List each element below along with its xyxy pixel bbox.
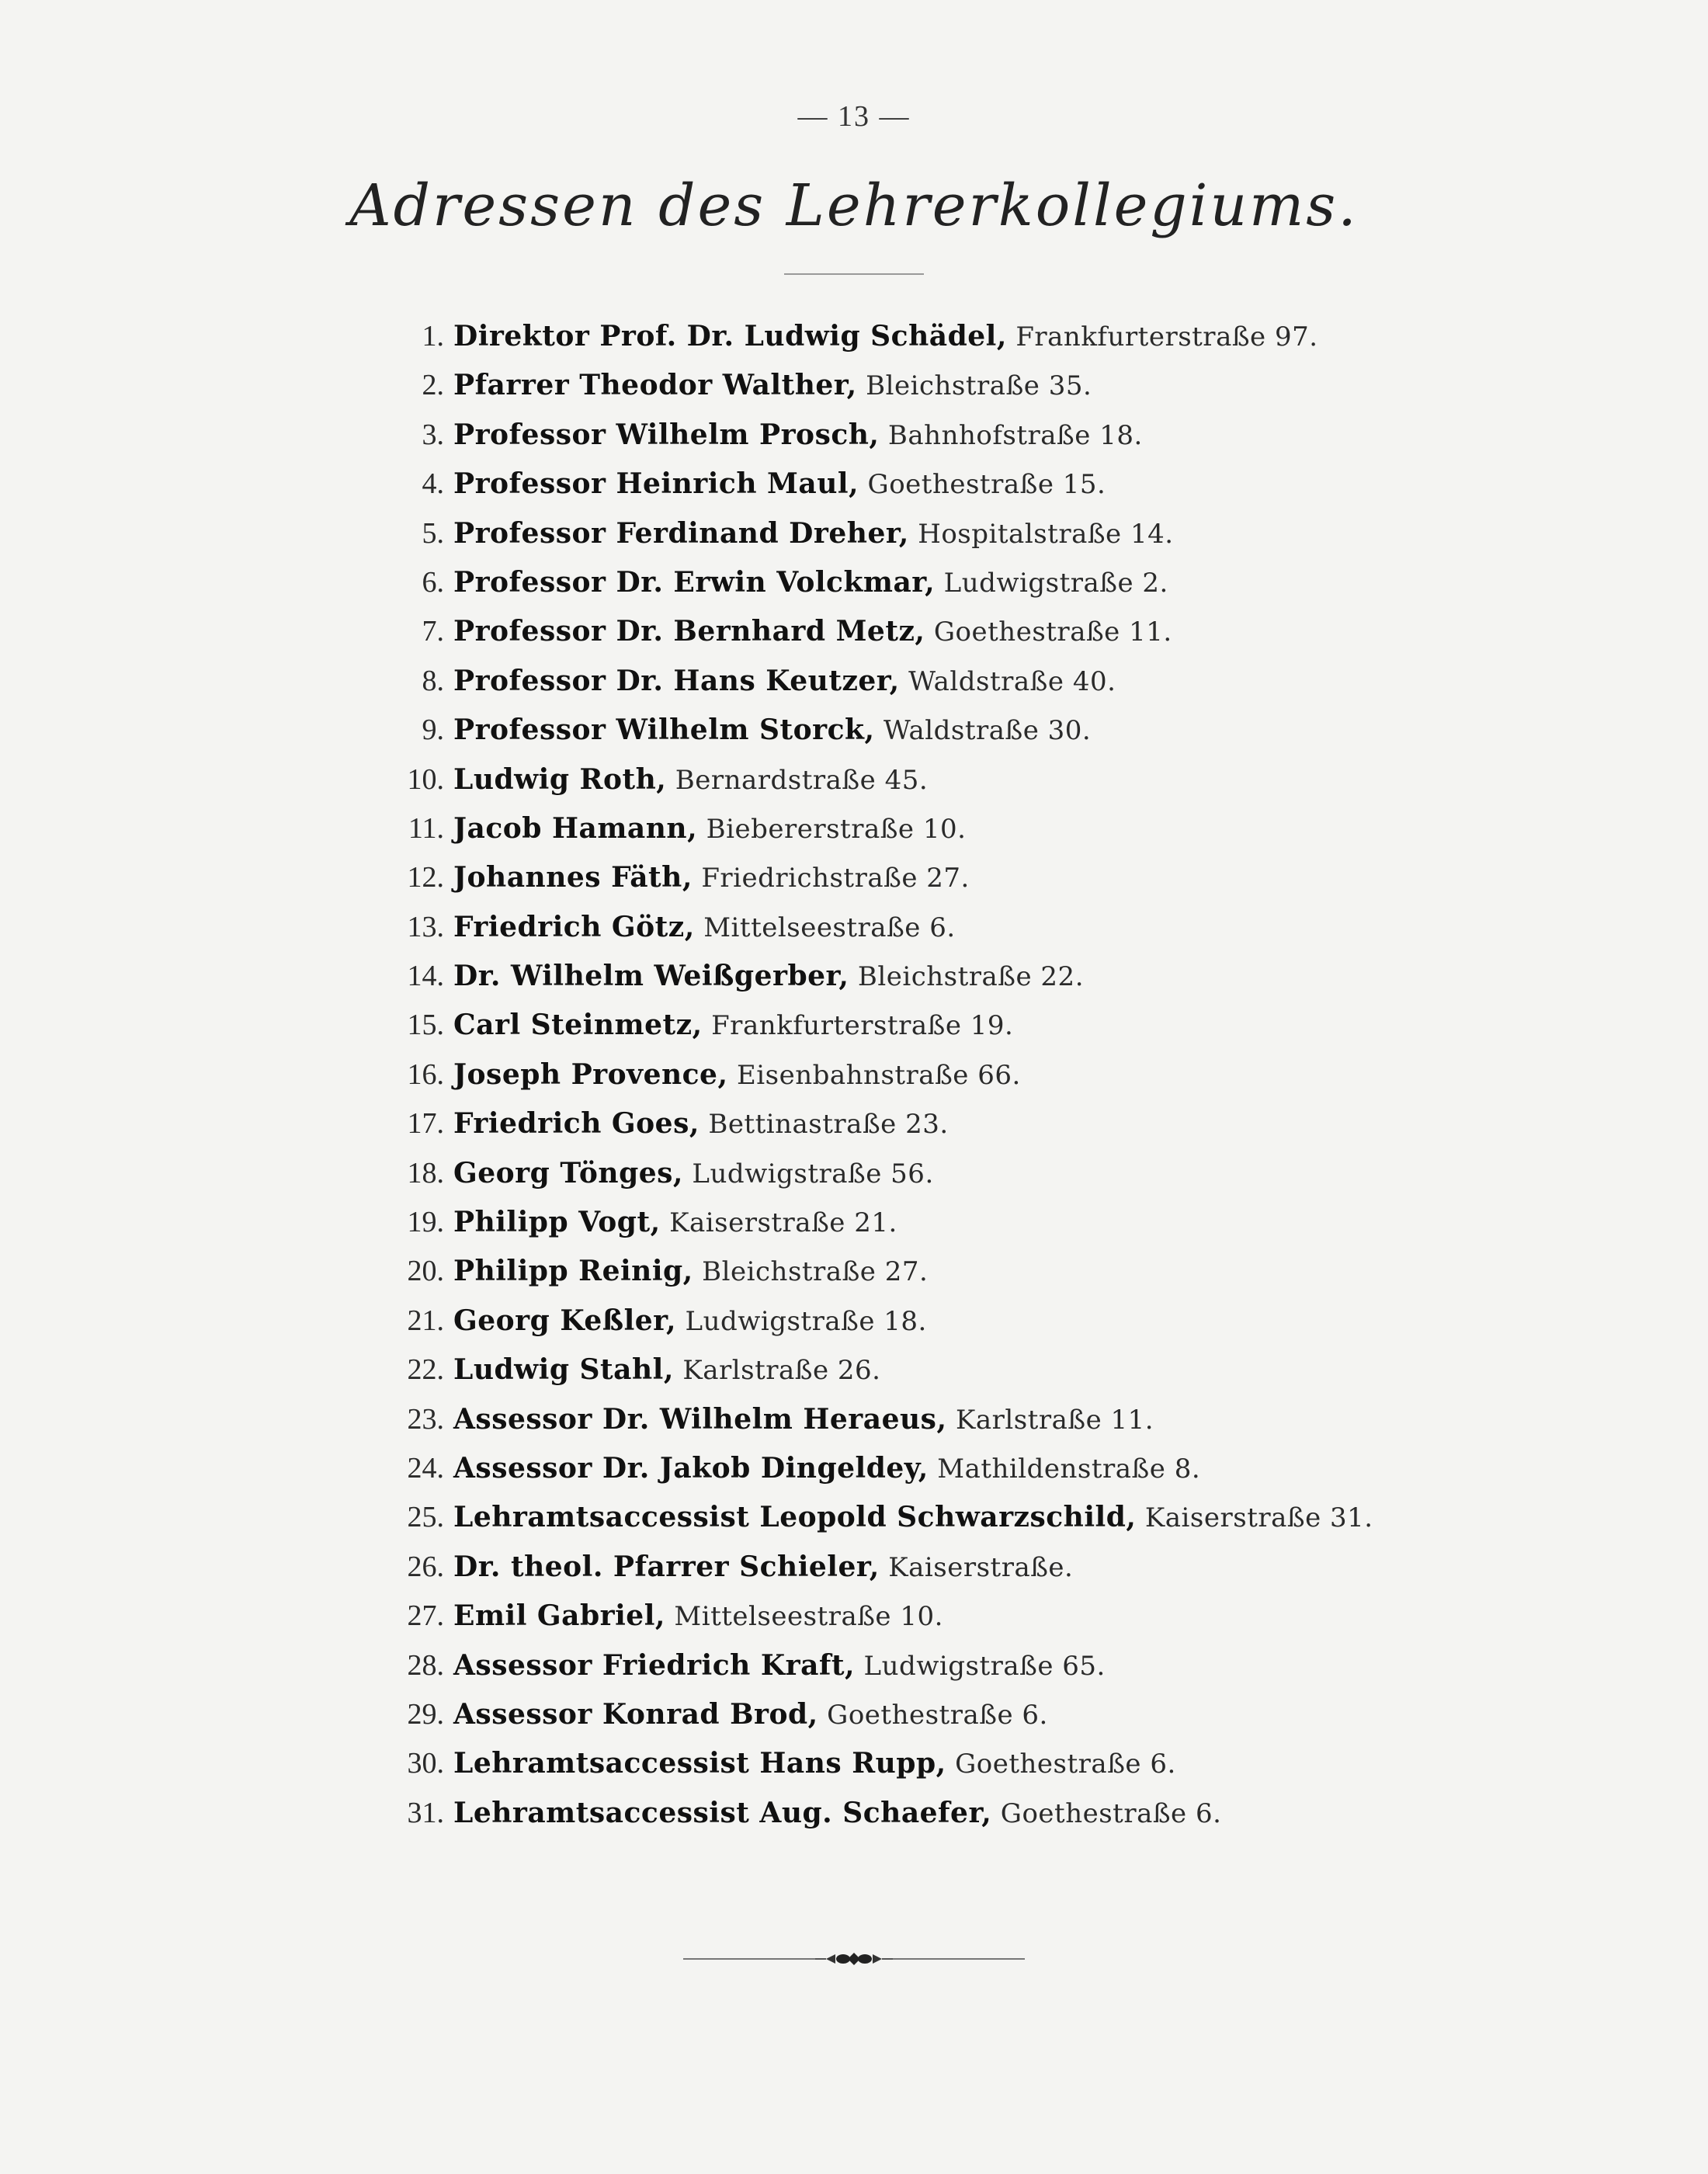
entry-name: Emil Gabriel, (453, 1599, 665, 1633)
list-item (0, 952, 1708, 1001)
entry-address: Kaiserstraße 21. (669, 1207, 897, 1239)
list-item (0, 361, 1708, 410)
entry-address: Kaiserstraße 31. (1144, 1502, 1373, 1534)
entry-text (453, 1099, 949, 1149)
entry-text (453, 558, 1168, 608)
entry-number: 18. (407, 1156, 444, 1189)
entry-text (453, 1641, 1106, 1691)
entry-name: Assessor Dr. Jakob Dingeldey, (453, 1451, 929, 1485)
list-item (0, 312, 1708, 361)
entry-text (453, 804, 966, 854)
entry-text (453, 1493, 1373, 1543)
list-item (0, 1051, 1708, 1099)
entry-name: Dr. Wilhelm Weißgerber, (453, 960, 849, 993)
list-item (0, 1149, 1708, 1198)
entry-name: Friedrich Goes, (453, 1107, 700, 1141)
list-item (0, 755, 1708, 804)
entry-name: Professor Ferdinand Dreher, (453, 516, 909, 550)
entry-number: 10. (407, 762, 444, 796)
list-item (0, 1346, 1708, 1394)
page-title: Adressen des Lehrerkollegiums. (349, 172, 1359, 239)
entry-address: Waldstraße 30. (883, 715, 1092, 747)
entry-name: Ludwig Roth, (453, 762, 667, 796)
entry-name: Georg Tönges, (453, 1156, 683, 1189)
entry-number: 6. (422, 565, 444, 599)
entry-address: Friedrichstraße 27. (701, 863, 970, 894)
entry-name: Professor Wilhelm Storck, (453, 714, 875, 747)
entry-number: 1. (422, 320, 444, 352)
list-item (0, 1395, 1708, 1444)
entry-address: Bleichstraße 27. (702, 1256, 929, 1288)
list-item (0, 1297, 1708, 1346)
entry-number: 16. (407, 1057, 444, 1091)
entry-number: 3. (422, 418, 444, 451)
entry-name: Professor Dr. Erwin Volckmar, (453, 565, 936, 599)
entry-name: Professor Dr. Hans Keutzer, (453, 664, 900, 697)
entry-number: 5. (422, 516, 444, 550)
entry-address: Mathildenstraße 8. (937, 1453, 1201, 1485)
entry-name: Friedrich Götz, (453, 910, 695, 943)
entry-number: 8. (422, 664, 444, 697)
entry-number: 14. (407, 960, 444, 993)
entry-text (453, 1051, 1021, 1100)
entry-address: Mittelseestraße 6. (703, 912, 956, 943)
entry-number: 20. (407, 1255, 444, 1288)
entry-name: Johannes Fäth, (453, 861, 693, 894)
end-ornament-icon (683, 1947, 1025, 1971)
entry-address: Goethestraße 6. (1000, 1797, 1222, 1829)
entry-text (453, 657, 1116, 707)
entry-text (453, 1297, 927, 1346)
entry-number: 29. (407, 1697, 444, 1731)
entry-number: 27. (407, 1599, 444, 1633)
entry-address: Bleichstraße 35. (866, 370, 1092, 402)
entry-address: Goethestraße 11. (933, 616, 1172, 648)
entry-text (453, 1395, 1154, 1445)
list-item (0, 1444, 1708, 1493)
entry-address: Goethestraße 6. (827, 1699, 1048, 1731)
title-divider (784, 273, 924, 275)
entry-address: Hospitalstraße 14. (918, 518, 1174, 550)
entry-number: 26. (407, 1550, 444, 1583)
list-item (0, 558, 1708, 607)
entry-text (453, 460, 1106, 509)
entry-name: Assessor Konrad Brod, (453, 1697, 818, 1731)
entry-number: 7. (422, 615, 444, 648)
list-item (0, 1641, 1708, 1690)
list-item (0, 1690, 1708, 1739)
entry-name: Ludwig Stahl, (453, 1353, 674, 1387)
list-item (0, 411, 1708, 460)
entry-name: Lehramtsaccessist Hans Rupp, (453, 1747, 946, 1780)
list-item (0, 1247, 1708, 1296)
entry-text (453, 607, 1172, 657)
page-number: — 13 — (797, 100, 911, 133)
entry-address: Frankfurterstraße 19. (711, 1010, 1014, 1042)
list-item (0, 607, 1708, 656)
entry-address: Bleichstraße 22. (857, 961, 1084, 993)
entry-text (453, 411, 1143, 460)
list-item (0, 903, 1708, 952)
entry-number: 2. (422, 369, 444, 402)
list-item (0, 706, 1708, 755)
entry-number: 31. (407, 1796, 444, 1829)
entry-address: Frankfurterstraße 97. (1015, 321, 1318, 352)
entry-text (453, 755, 928, 805)
entry-number: 30. (407, 1747, 444, 1780)
entry-text (453, 312, 1318, 362)
entry-number: 19. (407, 1206, 444, 1239)
list-item (0, 853, 1708, 902)
entry-text (453, 1739, 1176, 1789)
entry-text (453, 1247, 928, 1297)
ornament-line-right (893, 1958, 1025, 1960)
entry-text (453, 1444, 1200, 1494)
entry-text (453, 853, 970, 903)
entry-address: Biebererstraße 10. (706, 813, 967, 845)
list-item (0, 1001, 1708, 1050)
entry-address: Ludwigstraße 18. (685, 1305, 927, 1337)
address-list (0, 312, 1708, 1838)
list-item (0, 509, 1708, 558)
entry-name: Lehramtsaccessist Leopold Schwarzschild, (453, 1501, 1137, 1534)
list-item (0, 1789, 1708, 1838)
entry-address: Bahnhofstraße 18. (887, 419, 1143, 451)
list-item (0, 1198, 1708, 1247)
entry-text (453, 1789, 1221, 1839)
entry-number: 28. (407, 1648, 444, 1682)
list-item (0, 1739, 1708, 1788)
list-item (0, 804, 1708, 853)
entry-name: Carl Steinmetz, (453, 1009, 703, 1042)
entry-text (453, 509, 1174, 559)
entry-address: Goethestraße 15. (867, 469, 1106, 501)
entry-text (453, 1592, 943, 1641)
list-item (0, 1592, 1708, 1641)
entry-name: Professor Wilhelm Prosch, (453, 418, 880, 451)
list-item (0, 1099, 1708, 1148)
entry-text (453, 706, 1091, 755)
entry-number: 11. (408, 811, 444, 845)
entry-number: 21. (407, 1304, 444, 1337)
entry-name: Direktor Prof. Dr. Ludwig Schädel, (453, 320, 1007, 352)
entry-number: 24. (407, 1451, 444, 1485)
entry-text (453, 1149, 934, 1199)
ornament-line-left (683, 1958, 815, 1960)
entry-address: Ludwigstraße 2. (943, 567, 1168, 599)
entry-number: 15. (407, 1009, 444, 1042)
entry-number: 12. (407, 861, 444, 894)
ornament-center-icon (815, 1947, 893, 1971)
entry-address: Goethestraße 6. (955, 1749, 1176, 1780)
entry-number: 25. (407, 1501, 444, 1534)
entry-name: Assessor Friedrich Kraft, (453, 1648, 856, 1682)
entry-text (453, 1346, 880, 1395)
entry-address: Eisenbahnstraße 66. (736, 1059, 1021, 1091)
entry-address: Bernardstraße 45. (675, 764, 929, 796)
entry-number: 9. (422, 714, 444, 747)
entry-text (453, 1543, 1073, 1592)
entry-address: Ludwigstraße 56. (692, 1158, 934, 1189)
entry-text (453, 361, 1092, 411)
entry-name: Professor Dr. Bernhard Metz, (453, 615, 925, 648)
entry-name: Assessor Dr. Wilhelm Heraeus, (453, 1402, 947, 1436)
entry-name: Philipp Reinig, (453, 1255, 693, 1288)
list-item (0, 657, 1708, 706)
entry-address: Karlstraße 26. (682, 1355, 881, 1387)
entry-address: Bettinastraße 23. (708, 1109, 949, 1141)
entry-number: 4. (422, 467, 444, 501)
entry-text (453, 903, 956, 953)
entry-text (453, 1690, 1048, 1740)
entry-name: Pfarrer Theodor Walther, (453, 369, 857, 402)
entry-name: Lehramtsaccessist Aug. Schaefer, (453, 1796, 992, 1829)
entry-number: 17. (407, 1107, 444, 1141)
entry-name: Georg Keßler, (453, 1304, 677, 1337)
entry-address: Waldstraße 40. (908, 665, 1116, 697)
entry-address: Kaiserstraße. (888, 1551, 1074, 1583)
entry-address: Mittelseestraße 10. (674, 1601, 943, 1633)
entry-text (453, 952, 1084, 1002)
entry-number: 23. (407, 1402, 444, 1436)
entry-number: 13. (407, 910, 444, 943)
entry-text (453, 1198, 897, 1248)
entry-address: Karlstraße 11. (955, 1404, 1154, 1436)
entry-name: Professor Heinrich Maul, (453, 467, 859, 501)
entry-name: Dr. theol. Pfarrer Schieler, (453, 1550, 880, 1583)
list-item (0, 460, 1708, 509)
entry-address: Ludwigstraße 65. (863, 1650, 1106, 1682)
entry-name: Jacob Hamann, (453, 811, 698, 845)
entry-number: 22. (407, 1353, 444, 1387)
list-item (0, 1493, 1708, 1542)
list-item (0, 1543, 1708, 1592)
entry-name: Joseph Provence, (453, 1057, 728, 1091)
entry-text (453, 1001, 1013, 1051)
entry-name: Philipp Vogt, (453, 1206, 661, 1239)
